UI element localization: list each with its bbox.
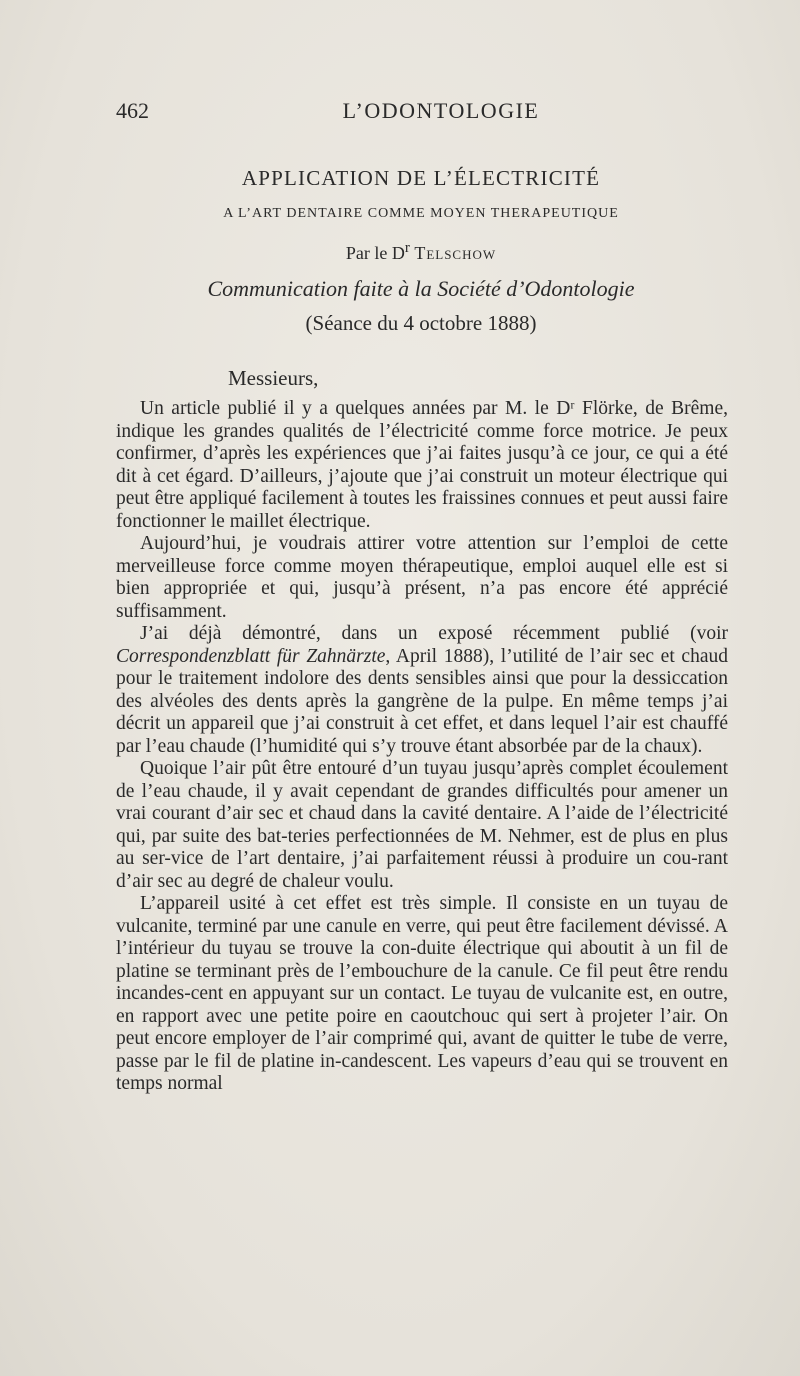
byline-prefix: Par le D <box>345 243 405 263</box>
paragraph-3 <box>116 623 728 758</box>
paragraph-4: Quoique l’air pût être entouré d’un tuyau jusqu’après complet écoulement de l’eau chaude, il y avait cependant de grandes difficultés pour amener un vrai courant d’air sec et chaud dans la cavité dentaire. A l’aide de l’électricité qui, par suite des bat-teries perfectionnées de M. Nehmer, est de plus en plus au ser-vice de l’art dentaire, j’ai parfaitement réussi à produire un cou-rant d’air sec au degré de chaleur voulu. <box>116 758 728 892</box>
page-number: 462 <box>116 98 149 123</box>
salutation: Messieurs, <box>228 366 319 390</box>
article-subtitle: A L’ART DENTAIRE COMME MOYEN THERAPEUTIQUE <box>223 206 619 221</box>
session-date: (Séance du 4 octobre 1888) <box>305 311 537 335</box>
paragraph-1: Un article publié il y a quelques années par M. le Dʳ Flörke, de Brême, indique les grandes qualités de l’électricité comme force motrice. Je peux confirmer, d’après les expériences que j’ai faites jusqu’à ce jour, ce qui a été dit à cet égard. D’ailleurs, j’ajoute que j’ai construit un moteur électrique qui peut être appliqué facilement à toutes les fraissines connues et peut aussi faire fonctionner le maillet électrique. <box>116 398 728 532</box>
running-head <box>116 98 726 128</box>
paragraph-2: Aujourd’hui, je voudrais attirer votre attention sur l’emploi de cette merveilleuse force comme moyen thérapeutique, emploi auquel elle est si bien appropriée et qui, jusqu’à présent, n’a pas encore été apprécié suffisamment. <box>116 533 728 622</box>
paragraph-5: L’appareil usité à cet effet est très simple. Il consiste en un tuyau de vulcanite, terminé par une canule en verre, qui peut être facilement dévissé. A l’intérieur du tuyau se trouve la con-duite électrique qui aboutit à un fil de platine se terminant près de l’embouchure de la canule. Ce fil peut être rendu incandes-cent en appuyant sur un contact. Le tuyau de vulcanite est, en outre, en rapport avec une petite poire en caoutchouc qui sert à projeter l’air. On peut encore employer de l’air comprimé qui, avant de quitter le tube de verre, passe par le fil de platine in-candescent. Les vapeurs d’eau qui se trouvent en temps normal <box>116 893 728 1094</box>
article-title: APPLICATION DE L’ÉLECTRICITÉ <box>241 166 601 190</box>
author-name: Telschow <box>414 243 497 263</box>
paragraph-3-before: J’ai déjà démontré, dans un exposé récemment publié (voir <box>140 623 728 644</box>
article-body <box>116 398 728 1096</box>
paragraph-3-after: , April 1888), l’utilité de l’air sec et chaud pour le traitement indolore des dents sensibles ainsi que pour la dessiccation des alvéoles des dents après la gangrène de la pulpe. En même temps j’ai décrit un appareil que j’ai construit à cet effet, et dans lequel l’air est chauffé par l’eau chaude (l’humidité qui s’y trouve étant absorbée par de la chaux). <box>116 645 728 757</box>
communication-note: Communication faite à la Société d’Odontologie <box>207 276 635 301</box>
article-byline <box>116 240 726 264</box>
byline-title-sup: r <box>404 240 410 256</box>
journal-citation: Correspondenzblatt für Zahnärzte <box>116 645 386 667</box>
journal-title: L’ODONTOLOGIE <box>342 98 540 123</box>
